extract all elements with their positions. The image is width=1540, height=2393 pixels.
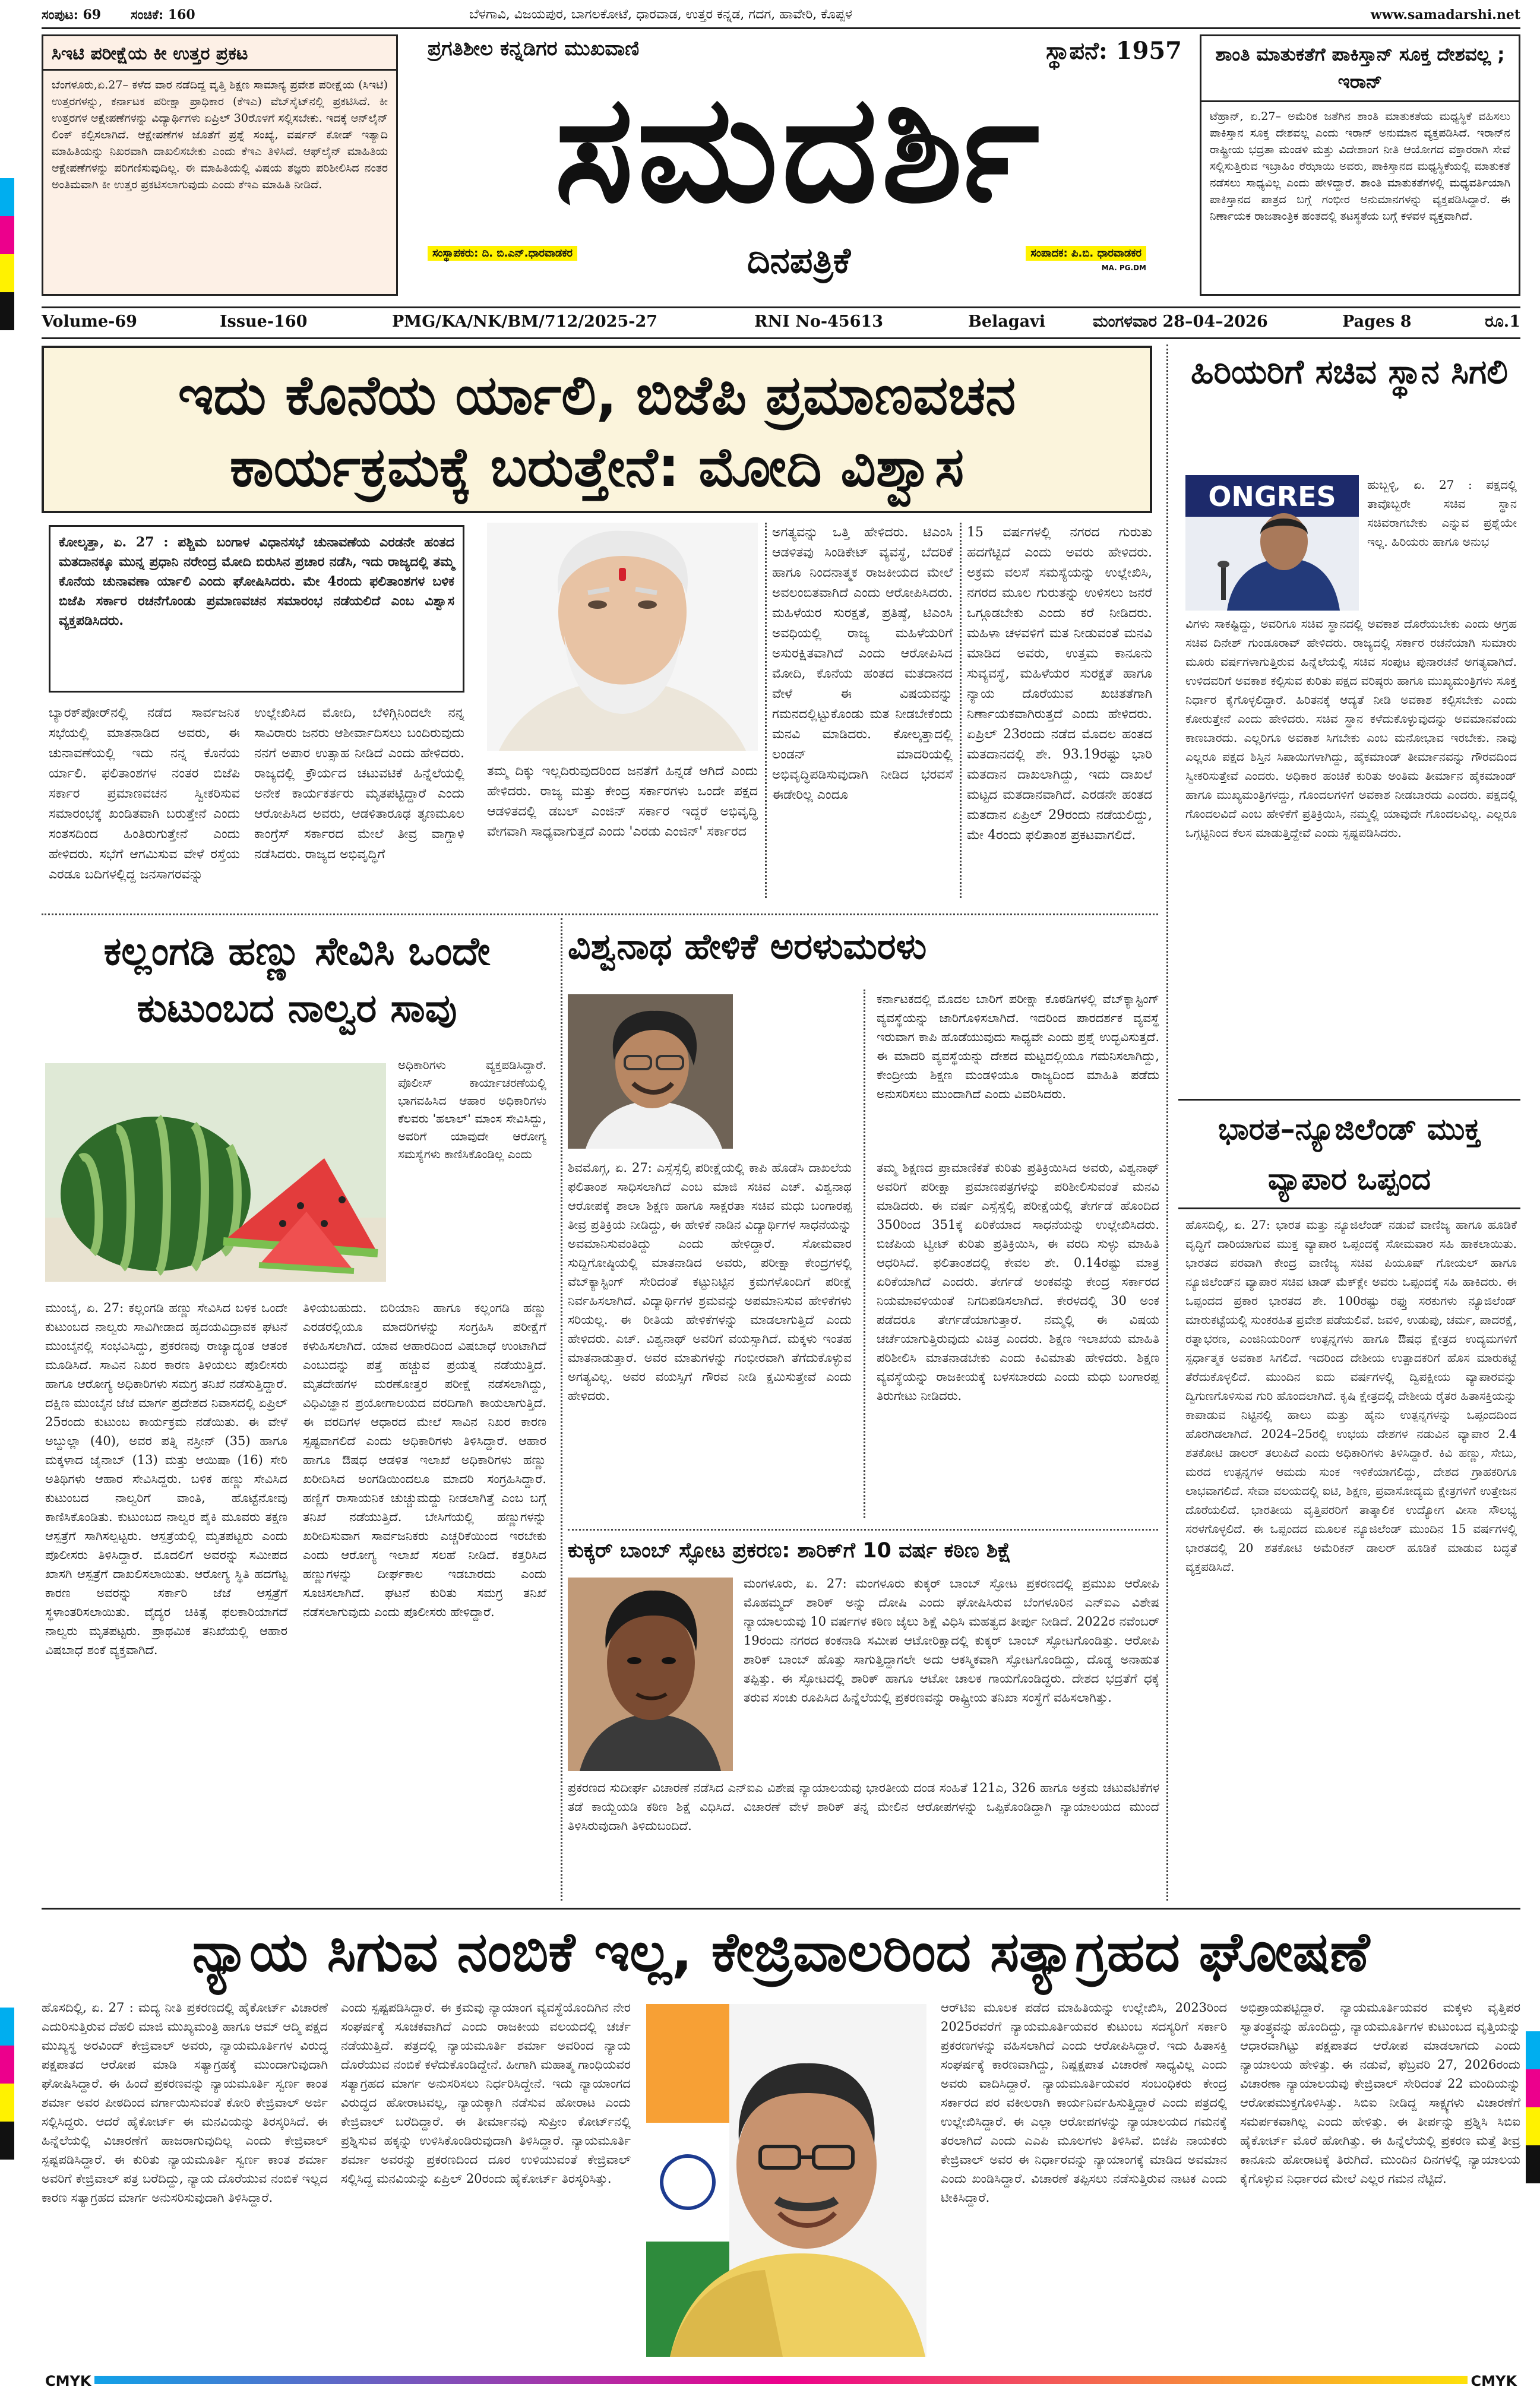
left-box-headline: ಸಿಇಟಿ ಪರೀಕ್ಷೆಯ ಕೀ ಉತ್ತರ ಪ್ರಕಟ bbox=[43, 36, 396, 71]
lead-bottom-divider bbox=[42, 913, 1158, 915]
shariq-photo-svg bbox=[568, 1578, 733, 1771]
issue-label: ಸಂಚಿಕೆ: 160 bbox=[131, 7, 195, 23]
modi-photo-svg bbox=[487, 523, 758, 751]
lead-col2: ಉಲ್ಲೇಖಿಸಿದ ಮೋದಿ, ಬೆಳಿಗ್ಗಿನಿಂದಲೇ ನನ್ನ ಸಾವಿರಾರು ಜನರು ಆಶೀರ್ವಾದಿಸಲು ಬಂದಿರುವುದು ನನಗೆ ಅಪಾರ ಉತ್ಸಾಹ ನೀಡಿದೆ ಎಂದು ಹೇಳಿದರು. ರಾಜ್ಯದಲ್ಲಿ ಕ್ರೌರ್ಯದ ಚಟುವಟಿಕೆ ಹಿನ್ನೆಲೆಯಲ್ಲಿ ಅನೇಕ ಕಾರ್ಯಕರ್ತರು ಮೃತಪಟ್ಟಿದ್ದಾರೆ ಎಂದು ಆರೋಪಿಸಿದ ಅವರು, ಆಡಳಿತಾರೂಢ ತೃಣಮೂಲ ಕಾಂಗ್ರೆಸ್ ಸರ್ಕಾರದ ಮೇಲೆ ತೀವ್ರ ವಾಗ್ದಾಳಿ ನಡೆಸಿದರು. ರಾಜ್ಯದ ಅಭಿವೃದ್ಧಿಗೆ bbox=[254, 706, 464, 862]
minister-body-side: ಹುಬ್ಬಳ್ಳಿ, ಏ. 27 : ಪಕ್ಷದಲ್ಲಿ ತಾವೊಬ್ಬರೇ ಸಚಿವ ಸ್ಥಾನ ಸಚಿವರಾಗಬೇಕು ಎನ್ನುವ ಪ್ರಶ್ನೆಯೇ ಇಲ್ಲ. ಹಿರಿಯರು ಹಾಗೂ ಅನುಭ bbox=[1367, 478, 1517, 549]
footer-gradient bbox=[42, 2376, 1520, 2384]
info-pages: Pages 8 bbox=[1342, 312, 1412, 331]
editor-degree: MA. PG.DM bbox=[1101, 264, 1146, 272]
cooker-story bbox=[568, 1536, 1162, 1901]
bottom-col1: ಹೊಸದಿಲ್ಲಿ, ಏ. 27 : ಮದ್ಯ ನೀತಿ ಪ್ರಕರಣದಲ್ಲಿ ಹೈಕೋರ್ಟ್ ವಿಚಾರಣೆ ಎದುರಿಸುತ್ತಿರುವ ದೆಹಲಿ ಮಾಜಿ ಮುಖ್ಯಮಂತ್ರಿ ಹಾಗೂ ಆಮ್ ಆದ್ಮಿ ಪಕ್ಷದ ಮುಖ್ಯಸ್ಥ ಅರವಿಂದ್ ಕೇಜ್ರಿವಾಲ್ ಅವರು, ನ್ಯಾಯಮೂರ್ತಿಗಳ ವಿರುದ್ಧ ಪಕ್ಷಪಾತದ ಆರೋಪ ಮಾಡಿ ಸತ್ಯಾಗ್ರಹಕ್ಕೆ ಮುಂದಾಗುವುದಾಗಿ ಘೋಷಿಸಿದ್ದಾರೆ. ಈ ಹಿಂದೆ ಪ್ರಕರಣವನ್ನು ನ್ಯಾಯಮೂರ್ತಿ ಸ್ವರ್ಣ ಕಾಂತ ಶರ್ಮಾ ಅವರ ಪೀಠದಿಂದ ವರ್ಗಾಯಿಸುವಂತೆ ಕೋರಿ ಕೇಜ್ರಿವಾಲ್ ಅರ್ಜಿ ಸಲ್ಲಿಸಿದ್ದರು. ಆದರೆ ಹೈಕೋರ್ಟ್ ಈ ಮನವಿಯನ್ನು ತಿರಸ್ಕರಿಸಿದೆ. ಈ ಹಿನ್ನೆಲೆಯಲ್ಲಿ ವಿಚಾರಣೆಗೆ ಹಾಜರಾಗುವುದಿಲ್ಲ ಎಂದು ಕೇಜ್ರಿವಾಲ್ ಸ್ಪಷ್ಟಪಡಿಸಿದ್ದಾರೆ. ಈ ಕುರಿತು ನ್ಯಾಯಮೂರ್ತಿ ಸ್ವರ್ಣ ಕಾಂತ ಶರ್ಮಾ ಅವರಿಗೆ ಕೇಜ್ರಿವಾಲ್ ಪತ್ರ ಬರೆದಿದ್ದು, ನ್ಯಾಯ ದೊರೆಯುವ ನಂಬಿಕೆ ಇಲ್ಲದ ಕಾರಣ ಸತ್ಯಾಗ್ರಹದ ಮಾರ್ಗ ಅನುಸರಿಸುವುದಾಗಿ ತಿಳಿಸಿದ್ದಾರೆ. bbox=[42, 2000, 328, 2205]
cooker-top-divider bbox=[568, 1529, 1158, 1531]
watermelon-col1: ಮುಂಬೈ, ಏ. 27: ಕಲ್ಲಂಗಡಿ ಹಣ್ಣು ಸೇವಿಸಿದ ಬಳಿಕ ಒಂದೇ ಕುಟುಂಬದ ನಾಲ್ವರು ಸಾವಿಗೀಡಾದ ಹೃದಯವಿದ್ರಾವಕ ಘಟನೆ ಮುಂಬೈನಲ್ಲಿ ಸಂಭವಿಸಿದ್ದು, ಪ್ರಕರಣವು ರಾಜ್ಯಾದ್ಯಂತ ಆತಂಕ ಮೂಡಿಸಿದೆ. ಸಾವಿನ ನಿಖರ ಕಾರಣ ತಿಳಿಯಲು ಪೊಲೀಸರು ಹಾಗೂ ಆರೋಗ್ಯ ಅಧಿಕಾರಿಗಳು ಸಮಗ್ರ ತನಿಖೆ ನಡೆಸುತ್ತಿದ್ದಾರೆ. ದಕ್ಷಿಣ ಮುಂಬೈನ ಜೆಜೆ ಮಾರ್ಗ ಪ್ರದೇಶದ ನಿವಾಸದಲ್ಲಿ ಏಪ್ರಿಲ್ 25ರಂದು ಕುಟುಂಬ ಕಾರ್ಯಕ್ರಮ ನಡೆಯಿತು. ಈ ವೇಳೆ ಅಬ್ದುಲ್ಲಾ (40), ಅವರ ಪತ್ನಿ ನಸ್ರೀನ್ (35) ಹಾಗೂ ಮಕ್ಕಳಾದ ಜೈನಾಬ್ (13) ಮತ್ತು ಆಯಿಷಾ (16) ಸೇರಿ ಅತಿಥಿಗಳು ಆಹಾರ ಸೇವಿಸಿದ್ದರು. ಬಳಿಕ ಹಣ್ಣು ಸೇವಿಸಿದ ಕುಟುಂಬದ ನಾಲ್ವರಿಗೆ ವಾಂತಿ, ಹೊಟ್ಟೆನೋವು ಕಾಣಿಸಿಕೊಂಡಿತು. ಕುಟುಂಬದ ನಾಲ್ವರ ಪೈಕಿ ಮೂವರು ತಕ್ಷಣ ಆಸ್ಪತ್ರೆಗೆ ಸಾಗಿಸಲ್ಪಟ್ಟರು. ಆಸ್ಪತ್ರೆಯಲ್ಲಿ ಮೃತಪಟ್ಟರು ಎಂದು ಪೊಲೀಸರು ತಿಳಿಸಿದ್ದಾರೆ. ಮೊದಲಿಗೆ ಅವರನ್ನು ಸಮೀಪದ ಖಾಸಗಿ ಆಸ್ಪತ್ರೆಗೆ ದಾಖಲಿಸಲಾಯಿತು. ಆರೋಗ್ಯ ಸ್ಥಿತಿ ಹದಗೆಟ್ಟ ಕಾರಣ ಅವರನ್ನು ಸರ್ಕಾರಿ ಜೆಜೆ ಆಸ್ಪತ್ರೆಗೆ ಸ್ಥಳಾಂತರಿಸಲಾಯಿತು. ವೈದ್ಯರ ಚಿಕಿತ್ಸೆ ಫಲಕಾರಿಯಾಗದೆ ನಾಲ್ವರು ಮೃತಪಟ್ಟರು. ಪ್ರಾಥಮಿಕ ತನಿಖೆಯಲ್ಲಿ ಆಹಾರ ವಿಷಬಾಧೆ ಶಂಕೆ ವ್ಯಕ್ತವಾಗಿದೆ. bbox=[45, 1301, 287, 1657]
kejriwal-photo-svg bbox=[646, 2004, 926, 2357]
info-reg: PMG/KA/NK/BM/712/2025-27 bbox=[392, 312, 658, 331]
left-box-cet bbox=[42, 34, 398, 296]
vishwanath-body-side: ಕರ್ನಾಟಕದಲ್ಲಿ ಮೊದಲ ಬಾರಿಗೆ ಪರೀಕ್ಷಾ ಕೊಠಡಿಗಳಲ್ಲಿ ವೆಬ್‌ಕ್ಯಾಸ್ಟಿಂಗ್ ವ್ಯವಸ್ಥೆಯನ್ನು ಜಾರಿಗೊಳಿಸಲಾಗಿದೆ. ಇದರಿಂದ ಪಾರದರ್ಶಕ ವ್ಯವಸ್ಥೆ ಇರುವಾಗ ಕಾಪಿ ಹೊಡೆಯುವುದು ಸಾಧ್ಯವೇ ಎಂದು ಪ್ರಶ್ನೆ ಉದ್ಭವಿಸುತ್ತದೆ. ಈ ಮಾದರಿ ವ್ಯವಸ್ಥೆಯನ್ನು ದೇಶದ ಮಟ್ಟದಲ್ಲಿಯೂ ಗಮನಿಸಲಾಗಿದ್ದು, ಕೇಂದ್ರೀಯ ಶಿಕ್ಷಣ ಮಂಡಳಿಯೂ ರಾಜ್ಯದಿಂದ ಮಾಹಿತಿ ಪಡೆದು ಅನುಸರಿಸಲು ಮುಂದಾಗಿದೆ ಎಂದು ವಿವರಿಸಿದರು. bbox=[877, 992, 1159, 1101]
vishwanath-photo bbox=[568, 994, 733, 1149]
info-date: ಮಂಗಳವಾರ 28–04–2026 bbox=[1093, 312, 1268, 331]
vishwanath-photo-svg bbox=[568, 994, 733, 1149]
watermelon-story bbox=[42, 918, 552, 1904]
info-volume: Volume-69 bbox=[42, 312, 137, 331]
masthead-established: ಸ್ಥಾಪನೆ: 1957 bbox=[1046, 37, 1182, 65]
modi-photo bbox=[487, 523, 758, 751]
masthead-tagline: ಪ್ರಗತಿಶೀಲ ಕನ್ನಡಿಗರ ಮುಖವಾಣಿ bbox=[428, 37, 640, 61]
info-rni: RNI No-45613 bbox=[754, 312, 883, 331]
vishwanath-col1: ಶಿವಮೊಗ್ಗ, ಏ. 27: ಎಸ್ಸೆಸ್ಸೆಲ್ಸಿ ಪರೀಕ್ಷೆಯಲ್ಲಿ ಕಾಪಿ ಹೊಡೆಸಿ ದಾಖಲೆಯ ಫಲಿತಾಂಶ ಸಾಧಿಸಲಾಗಿದೆ ಎಂಬ ಮಾಜಿ ಸಚಿವ ಎಚ್. ವಿಶ್ವನಾಥ ಆರೋಪಕ್ಕೆ ಶಾಲಾ ಶಿಕ್ಷಣ ಹಾಗೂ ಸಾಕ್ಷರತಾ ಸಚಿವ ಮಧು ಬಂಗಾರಪ್ಪ ತೀವ್ರ ಪ್ರತಿಕ್ರಿಯೆ ನೀಡಿದ್ದು, ಈ ಹೇಳಿಕೆ ನಾಡಿನ ವಿದ್ಯಾರ್ಥಿಗಳ ಸಾಧನೆಯನ್ನು ಅವಮಾನಿಸುವಂತಿದ್ದು ಎಂದು ಹೇಳಿದ್ದಾರೆ. ಸೋಮವಾರ ಸುದ್ದಿಗೋಷ್ಠಿಯಲ್ಲಿ ಮಾತನಾಡಿದ ಅವರು, ಪರೀಕ್ಷಾ ಕೇಂದ್ರಗಳಲ್ಲಿ ವೆಬ್‌ಕ್ಯಾಸ್ಟಿಂಗ್ ಸೇರಿದಂತೆ ಕಟ್ಟುನಿಟ್ಟಿನ ಕ್ರಮಗಳೊಂದಿಗೆ ಪರೀಕ್ಷೆ ನಿರ್ವಹಿಸಲಾಗಿದೆ. ವಿದ್ಯಾರ್ಥಿಗಳ ಶ್ರಮವನ್ನು ಅಪಮಾನಿಸುವ ಹೇಳಿಕೆಗಳು ಸರಿಯಲ್ಲ. ಈ ರೀತಿಯ ಹೇಳಿಕೆಗಳನ್ನು ಮಾಡಲಾಗುತ್ತಿದೆ ಎಂದು ಹೇಳಿದರು. ಎಚ್. ವಿಶ್ವನಾಥ್ ಅವರಿಗೆ ವಯಸ್ಸಾಗಿದೆ. ಮಕ್ಕಳು ಇಂತಹ ಮಾತನಾಡುತ್ತಾರೆ. ಅವರ ಮಾತುಗಳನ್ನು ಗಂಭೀರವಾಗಿ ತೆಗೆದುಕೊಳ್ಳುವ ಅಗತ್ಯವಿಲ್ಲ. ಅವರ ವಯಸ್ಸಿಗೆ ಗೌರವ ನೀಡಿ ಕ್ಷಮಿಸುತ್ತೇವೆ ಎಂದು ಹೇಳಿದರು. bbox=[568, 1161, 852, 1403]
info-issue: Issue-160 bbox=[220, 312, 308, 331]
founder-label: ಸಂಸ್ಥಾಪಕರು: ದಿ. ಬಿ.ಎನ್.ಧಾರವಾಡಕರ bbox=[428, 246, 577, 261]
vishwanath-col2: ತಮ್ಮ ಶಿಕ್ಷಣದ ಪ್ರಾಮಾಣಿಕತೆ ಕುರಿತು ಪ್ರತಿಕ್ರಿಯಿಸಿದ ಅವರು, ವಿಶ್ವನಾಥ್ ಅವರಿಗೆ ಪರೀಕ್ಷಾ ಪ್ರಮಾಣಪತ್ರಗಳನ್ನು ಪರಿಶೀಲಿಸುವಂತೆ ಮನವಿ ಮಾಡಿದರು. ಈ ವರ್ಷ ಎಸ್ಸೆಸ್ಸೆಲ್ಸಿ ಪರೀಕ್ಷೆಯಲ್ಲಿ ತೇರ್ಗಡೆ ಹೊಂದಿದ 350ರಿಂದ 351ಕ್ಕೆ ಏರಿಕೆಯಾದ ಸಾಧನೆಯನ್ನು ಉಲ್ಲೇಖಿಸಿದರು. ಬಿಜೆಪಿಯ ಟ್ವೀಟ್ ಕುರಿತು ಪ್ರತಿಕ್ರಿಯಿಸಿ, ಈ ವರದಿ ಸುಳ್ಳು ಮಾಹಿತಿ ಆಧರಿಸಿದೆ. ಫಲಿತಾಂಶದಲ್ಲಿ ಕೇವಲ ಶೇ. 0.14ರಷ್ಟು ಮಾತ್ರ ಏರಿಕೆಯಾಗಿದೆ ಎಂದರು. ತೇರ್ಗಡೆ ಅಂಕವನ್ನು ಕೇಂದ್ರ ಸರ್ಕಾರದ ನಿಯಮಾವಳಿಯಂತೆ ನಿಗದಿಪಡಿಸಲಾಗಿದೆ. ಕೇರಳದಲ್ಲಿ 30 ಅಂಕ ಪಡೆದರೂ ತೇರ್ಗಡೆಯಾಗುತ್ತಾರೆ. ನಮ್ಮಲ್ಲಿ ಈ ವಿಷಯ ಚರ್ಚೆಯಾಗುತ್ತಿರುವುದು ವಿಚಿತ್ರ ಎಂದರು. ಶಿಕ್ಷಣ ಇಲಾಖೆಯ ಮಾಹಿತಿ ಪರಿಶೀಲಿಸಿ ಮಾತನಾಡಬೇಕು ಎಂದು ಕಿವಿಮಾತು ಹೇಳಿದರು. ಶಿಕ್ಷಣ ವ್ಯವಸ್ಥೆಯನ್ನು ರಾಜಕೀಯಕ್ಕೆ ಬಳಸಬಾರದು ಎಂದು ಮಧು ಬಂಗಾರಪ್ಪ ತಿರುಗೇಟು ನೀಡಿದರು. bbox=[877, 1161, 1159, 1403]
cmyk-label-left: CMYK bbox=[42, 2372, 94, 2390]
watermelon-headline-line2: ಕುಟುಂಬದ ನಾಲ್ವರ ಸಾವು bbox=[137, 985, 457, 1031]
minister-photo-text: ONGRES bbox=[1208, 481, 1336, 513]
cmyk-strip-right-bottom bbox=[1526, 2031, 1540, 2183]
info-city: Belagavi bbox=[968, 312, 1046, 331]
bottom-top-rule bbox=[42, 1908, 1520, 1910]
cmyk-label-right: CMYK bbox=[1468, 2372, 1520, 2390]
lead-headline-line1: ಇದು ಕೊನೆಯ ರ್ಯಾಲಿ, ಬಿಜೆಪಿ ಪ್ರಮಾಣವಚನ bbox=[178, 363, 1016, 427]
masthead-subtitle: ದಿನಪತ್ರಿಕೆ bbox=[747, 240, 851, 282]
watermelon-body-side: ಅಧಿಕಾರಿಗಳು ವ್ಯಕ್ತಪಡಿಸಿದ್ದಾರೆ. ಪೊಲೀಸ್ ಕಾರ್ಯಾಚರಣೆಯಲ್ಲಿ ಭಾಗವಹಿಸಿದ ಆಹಾರ ಅಧಿಕಾರಿಗಳು ಕೆಲವರು 'ಹಲಾಲ್' ಮಾಂಸ ಸೇವಿಸಿದ್ದು, ಅವರಿಗೆ ಯಾವುದೇ ಆರೋಗ್ಯ ಸಮಸ್ಯೆಗಳು ಕಾಣಿಸಿಕೊಂಡಿಲ್ಲ ಎಂದು bbox=[398, 1058, 546, 1161]
lead-col-divider-2 bbox=[960, 523, 962, 898]
infobar-bottom-rule bbox=[42, 337, 1520, 339]
masthead-title: ಸಮದರ್ಶಿ bbox=[554, 62, 1043, 235]
middle-divider bbox=[561, 918, 562, 1901]
info-bar bbox=[42, 311, 1520, 335]
watermelon-col2: ತಿಳಿಯಬಹುದು. ಬಿರಿಯಾನಿ ಹಾಗೂ ಕಲ್ಲಂಗಡಿ ಹಣ್ಣು ಎರಡರಲ್ಲಿಯೂ ಮಾದರಿಗಳನ್ನು ಸಂಗ್ರಹಿಸಿ ಪರೀಕ್ಷೆಗೆ ಕಳುಹಿಸಲಾಗಿದೆ. ಯಾವ ಆಹಾರದಿಂದ ವಿಷಬಾಧೆ ಉಂಟಾಗಿದೆ ಎಂಬುದನ್ನು ಪತ್ತೆ ಹಚ್ಚುವ ಪ್ರಯತ್ನ ನಡೆಯುತ್ತಿದೆ. ಮೃತದೇಹಗಳ ಮರಣೋತ್ತರ ಪರೀಕ್ಷೆ ನಡೆಸಲಾಗಿದ್ದು, ವಿಧಿವಿಜ್ಞಾನ ಪ್ರಯೋಗಾಲಯದ ವರದಿಗಾಗಿ ಕಾಯಲಾಗುತ್ತಿದೆ. ಈ ವರದಿಗಳ ಆಧಾರದ ಮೇಲೆ ಸಾವಿನ ನಿಖರ ಕಾರಣ ಸ್ಪಷ್ಟವಾಗಲಿದೆ ಎಂದು ಅಧಿಕಾರಿಗಳು ತಿಳಿಸಿದ್ದಾರೆ. ಆಹಾರ ಹಾಗೂ ಔಷಧ ಆಡಳಿತ ಇಲಾಖೆ ಅಧಿಕಾರಿಗಳು ಹಣ್ಣು ಖರೀದಿಸಿದ ಅಂಗಡಿಯಿಂದಲೂ ಮಾದರಿ ಸಂಗ್ರಹಿಸಿದ್ದಾರೆ. ಹಣ್ಣಿಗೆ ರಾಸಾಯನಿಕ ಚುಚ್ಚುಮದ್ದು ನೀಡಲಾಗಿತ್ತೆ ಎಂಬ ಬಗ್ಗೆ ತನಿಖೆ ನಡೆಯುತ್ತಿದೆ. ಬೇಸಿಗೆಯಲ್ಲಿ ಹಣ್ಣುಗಳನ್ನು ಖರೀದಿಸುವಾಗ ಸಾರ್ವಜನಿಕರು ಎಚ್ಚರಿಕೆಯಿಂದ ಇರಬೇಕು ಎಂದು ಆರೋಗ್ಯ ಇಲಾಖೆ ಸಲಹೆ ನೀಡಿದೆ. ಕತ್ತರಿಸಿದ ಹಣ್ಣುಗಳನ್ನು ದೀರ್ಘಕಾಲ ಇಡಬಾರದು ಎಂದು ಸೂಚಿಸಲಾಗಿದೆ. ಘಟನೆ ಕುರಿತು ಸಮಗ್ರ ತನಿಖೆ ನಡೆಸಲಾಗುವುದು ಎಂದು ಪೊಲೀಸರು ಹೇಳಿದ್ದಾರೆ. bbox=[303, 1301, 546, 1619]
minister-photo-svg bbox=[1185, 475, 1359, 611]
lead-col5: 15 ವರ್ಷಗಳಲ್ಲಿ ನಗರದ ಗುರುತು ಹದಗೆಟ್ಟಿದೆ ಎಂದು ಅವರು ಹೇಳಿದರು. ಅಕ್ರಮ ವಲಸೆ ಸಮಸ್ಯೆಯನ್ನು ಉಲ್ಲೇಖಿಸಿ, ನಗರದ ಮೂಲ ಗುರುತನ್ನು ಉಳಿಸಲು ಜನರೆ ಒಗ್ಗೂಡಬೇಕು ಎಂದು ಕರೆ ನೀಡಿದರು. ಮಹಿಳಾ ಚಳವಳಿಗೆ ಮತ ನೀಡುವಂತೆ ಮನವಿ ಮಾಡಿದ ಅವರು, ಉತ್ತಮ ಕಾನೂನು ಸುವ್ಯವಸ್ಥೆ, ಮಹಿಳೆಯರ ಸುರಕ್ಷತೆ ಹಾಗೂ ನ್ಯಾಯ ದೊರೆಯುವ ಖಚಿತತೆಗಾಗಿ ನಿರ್ಣಾಯಕವಾಗಿರುತ್ತದೆ ಎಂದು ಹೇಳಿದರು. ಏಪ್ರಿಲ್ 23ರಂದು ನಡೆದ ಮೊದಲ ಹಂತದ ಮತದಾನದಲ್ಲಿ ಶೇ. 93.19ರಷ್ಟು ಭಾರಿ ಮತದಾನ ದಾಖಲಾಗಿದ್ದು, ಇದು ದಾಖಲೆ ಮಟ್ಟದ ಮತದಾನವಾಗಿದೆ. ಎರಡನೇ ಹಂತದ ಮತದಾನ ಏಪ್ರಿಲ್ 29ರಂದು ನಡೆಯಲಿದ್ದು, ಮೇ 4ರಂದು ಫಲಿತಾಂಶ ಪ್ರಕಟವಾಗಲಿದೆ. bbox=[967, 525, 1152, 843]
cooker-body-side: ಮಂಗಳೂರು, ಏ. 27: ಮಂಗಳೂರು ಕುಕ್ಕರ್ ಬಾಂಬ್ ಸ್ಫೋಟ ಪ್ರಕರಣದಲ್ಲಿ ಪ್ರಮುಖ ಆರೋಪಿ ಮೊಹಮ್ಮದ್ ಶಾರಿಕ್ ಅನ್ನು ದೋಷಿ ಎಂದು ಘೋಷಿಸಿರುವ ಬೆಂಗಳೂರಿನ ಎನ್‌ಐಎ ವಿಶೇಷ ನ್ಯಾಯಾಲಯವು 10 ವರ್ಷಗಳ ಕಠಿಣ ಜೈಲು ಶಿಕ್ಷೆ ವಿಧಿಸಿ ಮಹತ್ವದ ತೀರ್ಪು ನೀಡಿದೆ. 2022ರ ನವೆಂಬರ್ 19ರಂದು ನಗರದ ಕಂಕನಾಡಿ ಸಮೀಪ ಆಟೋರಿಕ್ಷಾದಲ್ಲಿ ಕುಕ್ಕರ್ ಬಾಂಬ್ ಸ್ಫೋಟಗೊಂಡಿತ್ತು. ಆರೋಪಿ ಶಾರಿಕ್ ಬಾಂಬ್ ಹೊತ್ತು ಸಾಗುತ್ತಿದ್ದಾಗಲೇ ಅದು ಆಕಸ್ಮಿಕವಾಗಿ ಸ್ಫೋಟಗೊಂಡಿದ್ದು, ದೊಡ್ಡ ಅನಾಹುತ ತಪ್ಪಿತ್ತು. ಈ ಸ್ಫೋಟದಲ್ಲಿ ಶಾರಿಕ್ ಹಾಗೂ ಆಟೋ ಚಾಲಕ ಗಾಯಗೊಂಡಿದ್ದರು. ದೇಶದ ಭದ್ರತೆಗೆ ಧಕ್ಕೆ ತರುವ ಸಂಚು ರೂಪಿಸಿದ ಹಿನ್ನೆಲೆಯಲ್ಲಿ ಪ್ರಕರಣವನ್ನು ರಾಷ್ಟ್ರೀಯ ತನಿಖಾ ಸಂಸ್ಥೆಗೆ ವಹಿಸಲಾಗಿತ್ತು. bbox=[744, 1576, 1159, 1705]
editor-label: ಸಂಪಾದಕ: ಪಿ.ಬಿ. ಧಾರವಾಡಕರ bbox=[1026, 246, 1146, 261]
lead-headline-line2: ಕಾರ್ಯಕ್ರಮಕ್ಕೆ ಬರುತ್ತೇನೆ: ಮೋದಿ ವಿಶ್ವಾಸ bbox=[229, 435, 965, 499]
top-bar bbox=[42, 5, 1520, 26]
lead-headline-box bbox=[42, 346, 1152, 513]
trade-story bbox=[1178, 1099, 1520, 1901]
right-box-iran bbox=[1200, 34, 1520, 296]
vishwanath-col-divider bbox=[864, 990, 865, 1518]
cities-label: ಬೆಳಗಾವಿ, ವಿಜಯಪುರ, ಬಾಗಲಕೋಟೆ, ಧಾರವಾಡ, ಉತ್ತರ ಕನ್ನಡ, ಗದಗ, ಹಾವೇರಿ, ಕೊಪ್ಪಳ bbox=[469, 7, 852, 22]
bottom-col3: ಆರ್‌ಟಿಐ ಮೂಲಕ ಪಡೆದ ಮಾಹಿತಿಯನ್ನು ಉಲ್ಲೇಖಿಸಿ, 2023ರಿಂದ 2025ರವರೆಗೆ ನ್ಯಾಯಮೂರ್ತಿಯವರ ಕುಟುಂಬ ಸದಸ್ಯರಿಗೆ ಸರ್ಕಾರಿ ಪ್ರಕರಣಗಳನ್ನು ವಹಿಸಲಾಗಿದೆ ಎಂದು ಆರೋಪಿಸಿದ್ದಾರೆ. ಇದು ಹಿತಾಸಕ್ತಿ ಸಂಘರ್ಷಕ್ಕೆ ಕಾರಣವಾಗಿದ್ದು, ನಿಷ್ಪಕ್ಷಪಾತ ವಿಚಾರಣೆ ಸಾಧ್ಯವಿಲ್ಲ ಎಂದು ಅವರು ವಾದಿಸಿದ್ದಾರೆ. ನ್ಯಾಯಮೂರ್ತಿಯವರ ಸಂಬಂಧಿಕರು ಕೇಂದ್ರ ಸರ್ಕಾರದ ಪರ ವಕೀಲರಾಗಿ ಕಾರ್ಯನಿರ್ವಹಿಸುತ್ತಿದ್ದಾರೆ ಎಂದು ಪತ್ರದಲ್ಲಿ ಉಲ್ಲೇಖಿಸಿದ್ದಾರೆ. ಈ ಎಲ್ಲಾ ಆರೋಪಗಳನ್ನು ನ್ಯಾಯಾಲಯದ ಗಮನಕ್ಕೆ ತರಲಾಗಿದೆ ಎಂದು ಎಎಪಿ ಮೂಲಗಳು ತಿಳಿಸಿವೆ. ಬಿಜೆಪಿ ನಾಯಕರು ಕೇಜ್ರಿವಾಲ್ ಅವರ ಈ ನಿರ್ಧಾರವನ್ನು ನ್ಯಾಯಾಂಗಕ್ಕೆ ಮಾಡಿದ ಅವಮಾನ ಎಂದು ಖಂಡಿಸಿದ್ದಾರೆ. ವಿಚಾರಣೆ ತಪ್ಪಿಸಲು ನಡೆಸುತ್ತಿರುವ ನಾಟಕ ಎಂದು ಟೀಕಿಸಿದ್ದಾರೆ. bbox=[941, 2000, 1227, 2205]
left-box-body: ಬೆಂಗಳೂರು,ಏ.27– ಕಳೆದ ವಾರ ನಡೆದಿದ್ದ ವೃತ್ತಿ ಶಿಕ್ಷಣ ಸಾಮಾನ್ಯ ಪ್ರವೇಶ ಪರೀಕ್ಷೆಯ (ಸಿಇಟಿ) ಉತ್ತರಗಳನ್ನು, ಕರ್ನಾಟಕ ಪರೀಕ್ಷಾ ಪ್ರಾಧಿಕಾರ (ಕೆಇಎ) ವೆಬ್‌ಸೈಟ್‌ನಲ್ಲಿ ಪ್ರಕಟಿಸಿದೆ. ಕೀ ಉತ್ತರಗಳ ಆಕ್ಷೇಪಣೆಗಳನ್ನು ವಿದ್ಯಾರ್ಥಿಗಳು ಏಪ್ರಿಲ್ 30ರೊಳಗೆ ಸಲ್ಲಿಸಬೇಕು. ಇದಕ್ಕೆ ಆನ್‌ಲೈನ್ ಲಿಂಕ್ ಕಲ್ಪಿಸಲಾಗಿದೆ. ಆಕ್ಷೇಪಣೆಗಳ ಜೊತೆಗೆ ಪ್ರಶ್ನೆ ಸಂಖ್ಯೆ, ವರ್ಷನ್ ಕೋಡ್ ಇತ್ಯಾದಿ ಮಾಹಿತಿಯನ್ನು ನಿಖರವಾಗಿ ದಾಖಲಿಸಬೇಕು ಎಂದು ಕೆಇಎ ತಿಳಿಸಿದೆ. ಆಫ್‌ಲೈನ್ ಮಾಹಿತಿಯ ಆಕ್ಷೇಪಣೆಗಳನ್ನು ಪರಿಗಣಿಸುವುದಿಲ್ಲ. ಈ ಮಾಹಿತಿಯಲ್ಲಿ ವಿಷಯ ತಜ್ಞರು ಪರಿಶೀಲಿಸಿದ ನಂತರ ಅಂತಿಮವಾಗಿ ಕೀ ಉತ್ತರ ಪ್ರಕಟಿಸಲಾಗುವುದು ಎಂದು ಕೆಇಎ ಮಾಹಿತಿ ನೀಡಿದೆ. bbox=[52, 78, 388, 191]
watermelon-photo bbox=[45, 1063, 386, 1282]
volume-label: ಸಂಪುಟ: 69 bbox=[42, 7, 102, 23]
shariq-photo bbox=[568, 1578, 733, 1771]
trade-headline: ಭಾರತ–ನ್ಯೂಜಿಲೆಂಡ್ ಮುಕ್ತ ವ್ಯಾಪಾರ ಒಪ್ಪಂದ bbox=[1178, 1099, 1520, 1209]
watermelon-photo-svg bbox=[45, 1063, 386, 1282]
cooker-body: ಪ್ರಕರಣದ ಸುದೀರ್ಘ ವಿಚಾರಣೆ ನಡೆಸಿದ ಎನ್‌ಐಎ ವಿಶೇಷ ನ್ಯಾಯಾಲಯವು ಭಾರತೀಯ ದಂಡ ಸಂಹಿತೆ 121ಎ, 326 ಹಾಗೂ ಅಕ್ರಮ ಚಟುವಟಿಕೆಗಳ ತಡೆ ಕಾಯ್ದೆಯಡಿ ಕಠಿಣ ಶಿಕ್ಷೆ ವಿಧಿಸಿದೆ. ವಿಚಾರಣೆ ವೇಳೆ ಶಾರಿಕ್ ತನ್ನ ಮೇಲಿನ ಆರೋಪಗಳನ್ನು ಒಪ್ಪಿಕೊಂಡಿದ್ದಾಗಿ ನ್ಯಾಯಾಲಯದ ಮುಂದೆ ತಿಳಿಸಿರುವುದಾಗಿ ತಿಳಿದುಬಂದಿದೆ. bbox=[568, 1781, 1159, 1833]
right-box-body: ಟೆಹ್ರಾನ್, ಏ.27– ಅಮೆರಿಕ ಜತೆಗಿನ ಶಾಂತಿ ಮಾತುಕತೆಯ ಮಧ್ಯಸ್ಥಿಕೆ ವಹಿಸಲು ಪಾಕಿಸ್ತಾನ ಸೂಕ್ತ ದೇಶವಲ್ಲ ಎಂದು ಇರಾನ್ ಅನುಮಾನ ವ್ಯಕ್ತಪಡಿಸಿದೆ. ಇರಾನ್‌ನ ರಾಷ್ಟ್ರೀಯ ಭದ್ರತಾ ಮಂಡಳಿ ಮತ್ತು ವಿದೇಶಾಂಗ ನೀತಿ ಆಯೋಗದ ವಕ್ತಾರರಾಗಿ ಸೇವೆ ಸಲ್ಲಿಸುತ್ತಿರುವ ಇಬ್ರಾಹಿಂ ರೆಝಾಯಿ ಅವರು, ಪಾಕಿಸ್ತಾನದ ಮಧ್ಯಸ್ಥಿಕೆಯಲ್ಲಿ ಮಾತುಕತೆ ನಡೆಸಲು ಸಾಧ್ಯವಿಲ್ಲ ಎಂದು ಹೇಳಿದ್ದಾರೆ. ಶಾಂತಿ ಮಾತುಕತೆಗಳಲ್ಲಿ ಮಧ್ಯವರ್ತಿಯಾಗಿ ಪಾಕಿಸ್ತಾನದ ಪಾತ್ರದ ಬಗ್ಗೆ ಗಂಭೀರ ಅನುಮಾನಗಳನ್ನು ವ್ಯಕ್ತಪಡಿಸಿದ್ದಾರೆ. ಈ ನಿರ್ಣಾಯಕ ರಾಜತಾಂತ್ರಿಕ ಹಂತದಲ್ಲಿ ತಟಸ್ಥತೆಯ ಬಗ್ಗೆ ಕಳವಳ ವ್ಯಕ್ತವಾಗಿದೆ. bbox=[1210, 110, 1510, 223]
kejriwal-photo bbox=[646, 2004, 926, 2357]
minister-photo bbox=[1185, 475, 1359, 611]
lead-col3: ತಮ್ಮ ದಿಕ್ಕು ಇಲ್ಲದಿರುವುದರಿಂದ ಜನತೆಗೆ ಹಿನ್ನಡೆ ಆಗಿದೆ ಎಂದು ಹೇಳಿದರು. ರಾಜ್ಯ ಮತ್ತು ಕೇಂದ್ರ ಸರ್ಕಾರಗಳು ಒಂದೇ ಪಕ್ಷದ ಆಡಳಿತದಲ್ಲಿ ಡಬಲ್ ಎಂಜಿನ್ ಸರ್ಕಾರ ಇದ್ದರೆ ಅಭಿವೃದ್ಧಿ ವೇಗವಾಗಿ ಸಾಧ್ಯವಾಗುತ್ತದೆ ಎಂದು 'ಎರಡು ಎಂಜಿನ್' ಸರ್ಕಾರದ bbox=[487, 764, 758, 839]
infobar-top-rule bbox=[42, 306, 1520, 308]
right-column-divider bbox=[1166, 344, 1168, 1901]
lead-col-divider-1 bbox=[765, 523, 767, 898]
trade-body: ಹೊಸದಿಲ್ಲಿ, ಏ. 27: ಭಾರತ ಮತ್ತು ನ್ಯೂಜಿಲೆಂಡ್ ನಡುವೆ ವಾಣಿಜ್ಯ ಹಾಗೂ ಹೂಡಿಕೆ ವೃದ್ಧಿಗೆ ದಾರಿಯಾಗುವ ಮುಕ್ತ ವ್ಯಾಪಾರ ಒಪ್ಪಂದಕ್ಕೆ ಸೋಮವಾರ ಸಹಿ ಹಾಕಲಾಯಿತು. ಭಾರತದ ಪರವಾಗಿ ಕೇಂದ್ರ ವಾಣಿಜ್ಯ ಸಚಿವ ಪಿಯೂಷ್ ಗೋಯಲ್ ಹಾಗೂ ನ್ಯೂಜಿಲೆಂಡ್‌ನ ವ್ಯಾಪಾರ ಸಚಿವ ಟಾಡ್ ಮೆಕ್‌ಕ್ಲೇ ಅವರು ಒಪ್ಪಂದಕ್ಕೆ ಸಹಿ ಹಾಕಿದರು. ಈ ಒಪ್ಪಂದದ ಪ್ರಕಾರ ಭಾರತದ ಶೇ. 100ರಷ್ಟು ರಫ್ತು ಸರಕುಗಳು ನ್ಯೂಜಿಲೆಂಡ್ ಮಾರುಕಟ್ಟೆಯಲ್ಲಿ ಸುಂಕರಹಿತ ಪ್ರವೇಶ ಪಡೆಯಲಿವೆ. ಜವಳಿ, ಉಡುಪು, ಚರ್ಮ, ಪಾದರಕ್ಷೆ, ರತ್ನಾಭರಣ, ಎಂಜಿನಿಯರಿಂಗ್ ಉತ್ಪನ್ನಗಳು ಹಾಗೂ ಔಷಧ ಕ್ಷೇತ್ರದ ಉದ್ಯಮಗಳಿಗೆ ಸ್ಪರ್ಧಾತ್ಮಕ ಅವಕಾಶ ಸಿಗಲಿದೆ. ಇದರಿಂದ ದೇಶೀಯ ಉತ್ಪಾದಕರಿಗೆ ಹೊಸ ಮಾರುಕಟ್ಟೆ ತೆರೆದುಕೊಳ್ಳಲಿದೆ. ಮುಂದಿನ ಐದು ವರ್ಷಗಳಲ್ಲಿ ದ್ವಿಪಕ್ಷೀಯ ವ್ಯಾಪಾರವನ್ನು ದ್ವಿಗುಣಗೊಳಿಸುವ ಗುರಿ ಹೊಂದಲಾಗಿದೆ. ಕೃಷಿ ಕ್ಷೇತ್ರದಲ್ಲಿ ದೇಶೀಯ ರೈತರ ಹಿತಾಸಕ್ತಿಯನ್ನು ಕಾಪಾಡುವ ನಿಟ್ಟಿನಲ್ಲಿ ಹಾಲು ಮತ್ತು ಹೈನು ಉತ್ಪನ್ನಗಳನ್ನು ಒಪ್ಪಂದದಿಂದ ಹೊರಗಿಡಲಾಗಿದೆ. 2024–25ರಲ್ಲಿ ಉಭಯ ದೇಶಗಳ ನಡುವಿನ ವ್ಯಾಪಾರ 2.4 ಶತಕೋಟಿ ಡಾಲರ್ ತಲುಪಿದೆ ಎಂದು ಅಧಿಕಾರಿಗಳು ತಿಳಿಸಿದ್ದಾರೆ. ಕಿವಿ ಹಣ್ಣು, ಸೇಬು, ಮರದ ಉತ್ಪನ್ನಗಳ ಆಮದು ಸುಂಕ ಇಳಿಕೆಯಾಗಲಿದ್ದು, ದೇಶದ ಗ್ರಾಹಕರಿಗೂ ಲಾಭವಾಗಲಿದೆ. ಸೇವಾ ವಲಯದಲ್ಲಿ ಐಟಿ, ಶಿಕ್ಷಣ, ಪ್ರವಾಸೋದ್ಯಮ ಕ್ಷೇತ್ರಗಳಿಗೆ ಉತ್ತೇಜನ ದೊರೆಯಲಿದೆ. ಭಾರತೀಯ ವೃತ್ತಿಪರರಿಗೆ ತಾತ್ಕಾಲಿಕ ಉದ್ಯೋಗ ವೀಸಾ ಸೌಲಭ್ಯ ಸರಳಗೊಳ್ಳಲಿದೆ. ಈ ಒಪ್ಪಂದದ ಮೂಲಕ ನ್ಯೂಜಿಲೆಂಡ್ ಮುಂದಿನ 15 ವರ್ಷಗಳಲ್ಲಿ ಭಾರತದಲ್ಲಿ 20 ಶತಕೋಟಿ ಅಮೆರಿಕನ್ ಡಾಲರ್ ಹೂಡಿಕೆ ಮಾಡುವ ಬದ್ಧತೆ ವ್ಯಕ್ತಪಡಿಸಿದೆ. bbox=[1185, 1218, 1517, 1574]
vishwanath-headline: ವಿಶ್ವನಾಥ ಹೇಳಿಕೆ ಅರಳುಮರಳು bbox=[568, 926, 927, 968]
lead-col1: ಬ್ಯಾರಕ್‌ಪೋರ್‌ನಲ್ಲಿ ನಡೆದ ಸಾರ್ವಜನಿಕ ಸಭೆಯಲ್ಲಿ ಮಾತನಾಡಿದ ಅವರು, ಈ ಚುನಾವಣೆಯಲ್ಲಿ ಇದು ನನ್ನ ಕೊನೆಯ ರ್ಯಾಲಿ. ಫಲಿತಾಂಶಗಳ ನಂತರ ಬಿಜೆಪಿ ಸರ್ಕಾರ ಪ್ರಮಾಣವಚನ ಸ್ವೀಕರಿಸುವ ಸಮಾರಂಭಕ್ಕೆ ಖಂಡಿತವಾಗಿ ಬರುತ್ತೇನೆ ಎಂದು ಸಂತಸದಿಂದ ಹಿಂತಿರುಗುತ್ತೇನೆ ಎಂದು ಹೇಳಿದರು. ಸಭೆಗೆ ಆಗಮಿಸುವ ವೇಳೆ ರಸ್ತೆಯ ಎರಡೂ ಬದಿಗಳಲ್ಲಿದ್ದ ಜನಸಾಗರವನ್ನು bbox=[49, 706, 240, 882]
lead-intro-box bbox=[49, 525, 464, 693]
top-rule bbox=[42, 27, 1520, 29]
bottom-col2: ಎಂದು ಸ್ಪಷ್ಟಪಡಿಸಿದ್ದಾರೆ. ಈ ಕ್ರಮವು ನ್ಯಾಯಾಂಗ ವ್ಯವಸ್ಥೆಯೊಂದಿಗಿನ ನೇರ ಸಂಘರ್ಷಕ್ಕೆ ಸೂಚಕವಾಗಿದೆ ಎಂದು ರಾಜಕೀಯ ವಲಯದಲ್ಲಿ ಚರ್ಚೆ ನಡೆಯುತ್ತಿದೆ. ಪತ್ರದಲ್ಲಿ ನ್ಯಾಯಮೂರ್ತಿ ಶರ್ಮಾ ಅವರಿಂದ ನ್ಯಾಯ ದೊರೆಯುವ ನಂಬಿಕೆ ಕಳೆದುಕೊಂಡಿದ್ದೇನೆ. ಹೀಗಾಗಿ ಮಹಾತ್ಮ ಗಾಂಧಿಯವರ ಸತ್ಯಾಗ್ರಹದ ಮಾರ್ಗ ಅನುಸರಿಸಲು ನಿರ್ಧರಿಸಿದ್ದೇನೆ. ಇದು ನ್ಯಾಯಾಂಗದ ವಿರುದ್ಧದ ಹೋರಾಟವಲ್ಲ, ನ್ಯಾಯಕ್ಕಾಗಿ ನಡೆಸುವ ಹೋರಾಟ ಎಂದು ಕೇಜ್ರಿವಾಲ್ ಬರೆದಿದ್ದಾರೆ. ಈ ತೀರ್ಮಾನವು ಸುಪ್ರೀಂ ಕೋರ್ಟ್‌ನಲ್ಲಿ ಪ್ರಶ್ನಿಸುವ ಹಕ್ಕನ್ನು ಉಳಿಸಿಕೊಂಡಿರುವುದಾಗಿ ತಿಳಿಸಿದ್ದಾರೆ. ನ್ಯಾಯಮೂರ್ತಿ ಶರ್ಮಾ ಅವರನ್ನು ಪ್ರಕರಣದಿಂದ ದೂರ ಉಳಿಯುವಂತೆ ಕೇಜ್ರಿವಾಲ್ ಸಲ್ಲಿಸಿದ್ದ ಮನವಿಯನ್ನು ಏಪ್ರಿಲ್ 20ರಂದು ಹೈಕೋರ್ಟ್ ತಿರಸ್ಕರಿಸಿತ್ತು. bbox=[341, 2000, 631, 2186]
cmyk-strip-left-bottom bbox=[0, 2008, 14, 2160]
cmyk-strip-left-top bbox=[0, 178, 14, 330]
minister-headline: ಹಿರಿಯರಿಗೆ ಸಚಿವ ಸ್ಥಾನ ಸಿಗಲಿ bbox=[1191, 353, 1508, 391]
right-box-headline: ಶಾಂತಿ ಮಾತುಕತೆಗೆ ಪಾಕಿಸ್ತಾನ್ ಸೂಕ್ತ ದೇಶವಲ್ಲ ; ಇರಾನ್ bbox=[1201, 36, 1519, 102]
lead-col4: ಅಗತ್ಯವನ್ನು ಒತ್ತಿ ಹೇಳಿದರು. ಟಿಎಂಸಿ ಆಡಳಿತವು ಸಿಂಡಿಕೇಟ್ ವ್ಯವಸ್ಥೆ, ಬೆದರಿಕೆ ಹಾಗೂ ನಿಂದನಾತ್ಮಕ ರಾಜಕೀಯದ ಮೇಲೆ ಅವಲಂಬಿತವಾಗಿದೆ ಎಂದು ಆರೋಪಿಸಿದರು. ಮಹಿಳೆಯರ ಸುರಕ್ಷತೆ, ಪ್ರತಿಷ್ಠೆ, ಟಿಎಂಸಿ ಅವಧಿಯಲ್ಲಿ ರಾಜ್ಯ ಮಹಿಳೆಯರಿಗೆ ಅಸುರಕ್ಷಿತವಾಗಿದೆ ಎಂದು ಆರೋಪಿಸಿದ ಮೋದಿ, ಕೊನೆಯ ಹಂತದ ಮತದಾನದ ವೇಳೆ ಈ ವಿಷಯವನ್ನು ಗಮನದಲ್ಲಿಟ್ಟುಕೊಂಡು ಮತ ನೀಡಬೇಕೆಂದು ಮನವಿ ಮಾಡಿದರು. ಕೋಲ್ಕತ್ತಾದಲ್ಲಿ ಲಂಡನ್ ಮಾದರಿಯಲ್ಲಿ ಅಭಿವೃದ್ಧಿಪಡಿಸುವುದಾಗಿ ನೀಡಿದ ಭರವಸೆ ಈಡೇರಿಲ್ಲ ಎಂದೂ bbox=[772, 525, 953, 802]
masthead bbox=[416, 34, 1182, 296]
vishwanath-story bbox=[568, 918, 1162, 1525]
bottom-headline: ನ್ಯಾಯ ಸಿಗುವ ನಂಬಿಕೆ ಇಲ್ಲ, ಕೇಜ್ರಿವಾಲರಿಂದ ಸತ್ಯಾಗ್ರಹದ ಘೋಷಣೆ bbox=[192, 1920, 1370, 1984]
minister-body: ವಿಗಳು ಸಾಕಷ್ಟಿದ್ದು, ಅವರಿಗೂ ಸಚಿವ ಸ್ಥಾನದಲ್ಲಿ ಅವಕಾಶ ದೊರೆಯಬೇಕು ಎಂದು ಆಗ್ರಹ ಸಚಿವ ದಿನೇಶ್ ಗುಂಡೂರಾವ್ ಹೇಳಿದರು. ರಾಜ್ಯದಲ್ಲಿ ಸರ್ಕಾರ ರಚನೆಯಾಗಿ ಸುಮಾರು ಮೂರು ವರ್ಷಗಳಾಗುತ್ತಿರುವ ಹಿನ್ನೆಲೆಯಲ್ಲಿ ಸಚಿವ ಸಂಪುಟ ಪುನಾರಚನೆ ಅಗತ್ಯವಾಗಿದೆ. ಉಳಿದವರಿಗೆ ಅವಕಾಶ ಕಲ್ಪಿಸುವ ಕುರಿತು ಪಕ್ಷದ ವರಿಷ್ಠರು ಹಾಗೂ ಮುಖ್ಯಮಂತ್ರಿಗಳು ಸೂಕ್ತ ನಿರ್ಧಾರ ಕೈಗೊಳ್ಳಲಿದ್ದಾರೆ. ಹಿರಿತನಕ್ಕೆ ಆದ್ಯತೆ ನೀಡಿ ಅವಕಾಶ ಕಲ್ಪಿಸಬೇಕು ಎಂದು ಕೋರುತ್ತೇನೆ ಎಂದು ಹೇಳಿದರು. ಸಚಿವ ಸ್ಥಾನ ಕಳೆದುಕೊಳ್ಳುವುದನ್ನು ಅವಮಾನವೆಂದು ಕಾಣಬಾರದು. ಎಲ್ಲರಿಗೂ ಅವಕಾಶ ಸಿಗಬೇಕು ಎಂಬ ಮನೋಭಾವ ಇರಬೇಕು. ನಾವು ಎಲ್ಲರೂ ಪಕ್ಷದ ಶಿಸ್ತಿನ ಸಿಪಾಯಿಗಳಾಗಿದ್ದು, ಹೈಕಮಾಂಡ್ ತೀರ್ಮಾನವನ್ನು ಗೌರವದಿಂದ ಸ್ವೀಕರಿಸುತ್ತೇವೆ ಎಂದರು. ಅಧಿಕಾರ ಹಂಚಿಕೆ ಕುರಿತು ಅಂತಿಮ ತೀರ್ಮಾನ ಹೈಕಮಾಂಡ್ ಹಾಗೂ ಮುಖ್ಯಮಂತ್ರಿಗಳದ್ದು, ಗೊಂದಲಗಳಿಗೆ ಅವಕಾಶ ನೀಡಬಾರದು ಎಂದರು. ಪಕ್ಷದಲ್ಲಿ ಗೊಂದಲವಿದೆ ಎಂಬ ಹೇಳಿಕೆಗೆ ಪ್ರತಿಕ್ರಿಯಿಸಿ, ನಮ್ಮಲ್ಲಿ ಯಾವುದೇ ಗೊಂದಲವಿಲ್ಲ. ಎಲ್ಲರೂ ಒಗ್ಗಟ್ಟಿನಿಂದ ಕೆಲಸ ಮಾಡುತ್ತಿದ್ದೇವೆ ಎಂದು ಸ್ಪಷ್ಟಪಡಿಸಿದರು. bbox=[1185, 617, 1517, 840]
cooker-headline: ಕುಕ್ಕರ್ ಬಾಂಬ್ ಸ್ಫೋಟ ಪ್ರಕರಣ: ಶಾರಿಕ್‌ಗೆ 10 ವರ್ಷ ಕಠಿಣ ಶಿಕ್ಷೆ bbox=[568, 1539, 1011, 1563]
footer-bar bbox=[42, 2372, 1520, 2390]
website-link[interactable]: www.samadarshi.net bbox=[1370, 7, 1520, 23]
minister-story bbox=[1178, 343, 1520, 1098]
bottom-col4: ಅಭಿಪ್ರಾಯಪಟ್ಟಿದ್ದಾರೆ. ನ್ಯಾಯಮೂರ್ತಿಯವರ ಮಕ್ಕಳು ವೃತ್ತಿಪರ ಸ್ವಾತಂತ್ರ್ಯವನ್ನು ಹೊಂದಿದ್ದು, ನ್ಯಾಯಮೂರ್ತಿಗಳ ಕುಟುಂಬದ ವೃತ್ತಿಯನ್ನು ಆಧಾರವಾಗಿಟ್ಟು ಪಕ್ಷಪಾತದ ಆರೋಪ ಮಾಡಲಾಗದು ಎಂದು ನ್ಯಾಯಾಲಯ ಹೇಳಿತ್ತು. ಈ ನಡುವೆ, ಫೆಬ್ರವರಿ 27, 2026ರಂದು ವಿಚಾರಣಾ ನ್ಯಾಯಾಲಯವು ಕೇಜ್ರಿವಾಲ್ ಸೇರಿದಂತೆ 22 ಮಂದಿಯನ್ನು ಆರೋಪಮುಕ್ತಗೊಳಿಸಿತ್ತು. ಸಿಬಿಐ ನೀಡಿದ್ದ ಸಾಕ್ಷ್ಯಗಳು ವಿಚಾರಣೆಗೆ ಸಮರ್ಪಕವಾಗಿಲ್ಲ ಎಂದು ಹೇಳಿತ್ತು. ಈ ತೀರ್ಪನ್ನು ಪ್ರಶ್ನಿಸಿ ಸಿಬಿಐ ಹೈಕೋರ್ಟ್ ಮೊರೆ ಹೋಗಿತ್ತು. ಈ ಹಿನ್ನೆಲೆಯಲ್ಲಿ ಪ್ರಕರಣ ಮತ್ತೆ ತೀವ್ರ ಕಾನೂನು ಹೋರಾಟಕ್ಕೆ ತಿರುಗಿದೆ. ಮುಂದಿನ ದಿನಗಳಲ್ಲಿ ನ್ಯಾಯಾಲಯ ಕೈಗೊಳ್ಳುವ ನಿರ್ಧಾರದ ಮೇಲೆ ಎಲ್ಲರ ಗಮನ ನೆಟ್ಟಿದೆ. bbox=[1240, 2000, 1520, 2186]
watermelon-headline-line1: ಕಲ್ಲಂಗಡಿ ಹಣ್ಣು ಸೇವಿಸಿ ಒಂದೇ bbox=[103, 928, 491, 974]
info-price: ರೂ.1 bbox=[1485, 312, 1520, 331]
lead-intro-text: ಕೋಲ್ಕತ್ತಾ, ಏ. 27 : ಪಶ್ಚಿಮ ಬಂಗಾಳ ವಿಧಾನಸಭೆ ಚುನಾವಣೆಯ ಎರಡನೇ ಹಂತದ ಮತದಾನಕ್ಕೂ ಮುನ್ನ ಪ್ರಧಾನಿ ನರೇಂದ್ರ ಮೋದಿ ಬಿರುಸಿನ ಪ್ರಚಾರ ನಡೆಸಿ, ಇದು ರಾಜ್ಯದಲ್ಲಿ ತಮ್ಮ ಕೊನೆಯ ಚುನಾವಣಾ ರ್ಯಾಲಿ ಎಂದು ಘೋಷಿಸಿದರು. ಮೇ 4ರಂದು ಫಲಿತಾಂಶಗಳ ಬಳಿಕ ಬಿಜೆಪಿ ಸರ್ಕಾರ ರಚನೆಗೊಂಡು ಪ್ರಮಾಣವಚನ ಸಮಾರಂಭ ನಡೆಯಲಿದೆ ಎಂಬ ವಿಶ್ವಾಸ ವ್ಯಕ್ತಪಡಿಸಿದರು. bbox=[59, 535, 454, 628]
